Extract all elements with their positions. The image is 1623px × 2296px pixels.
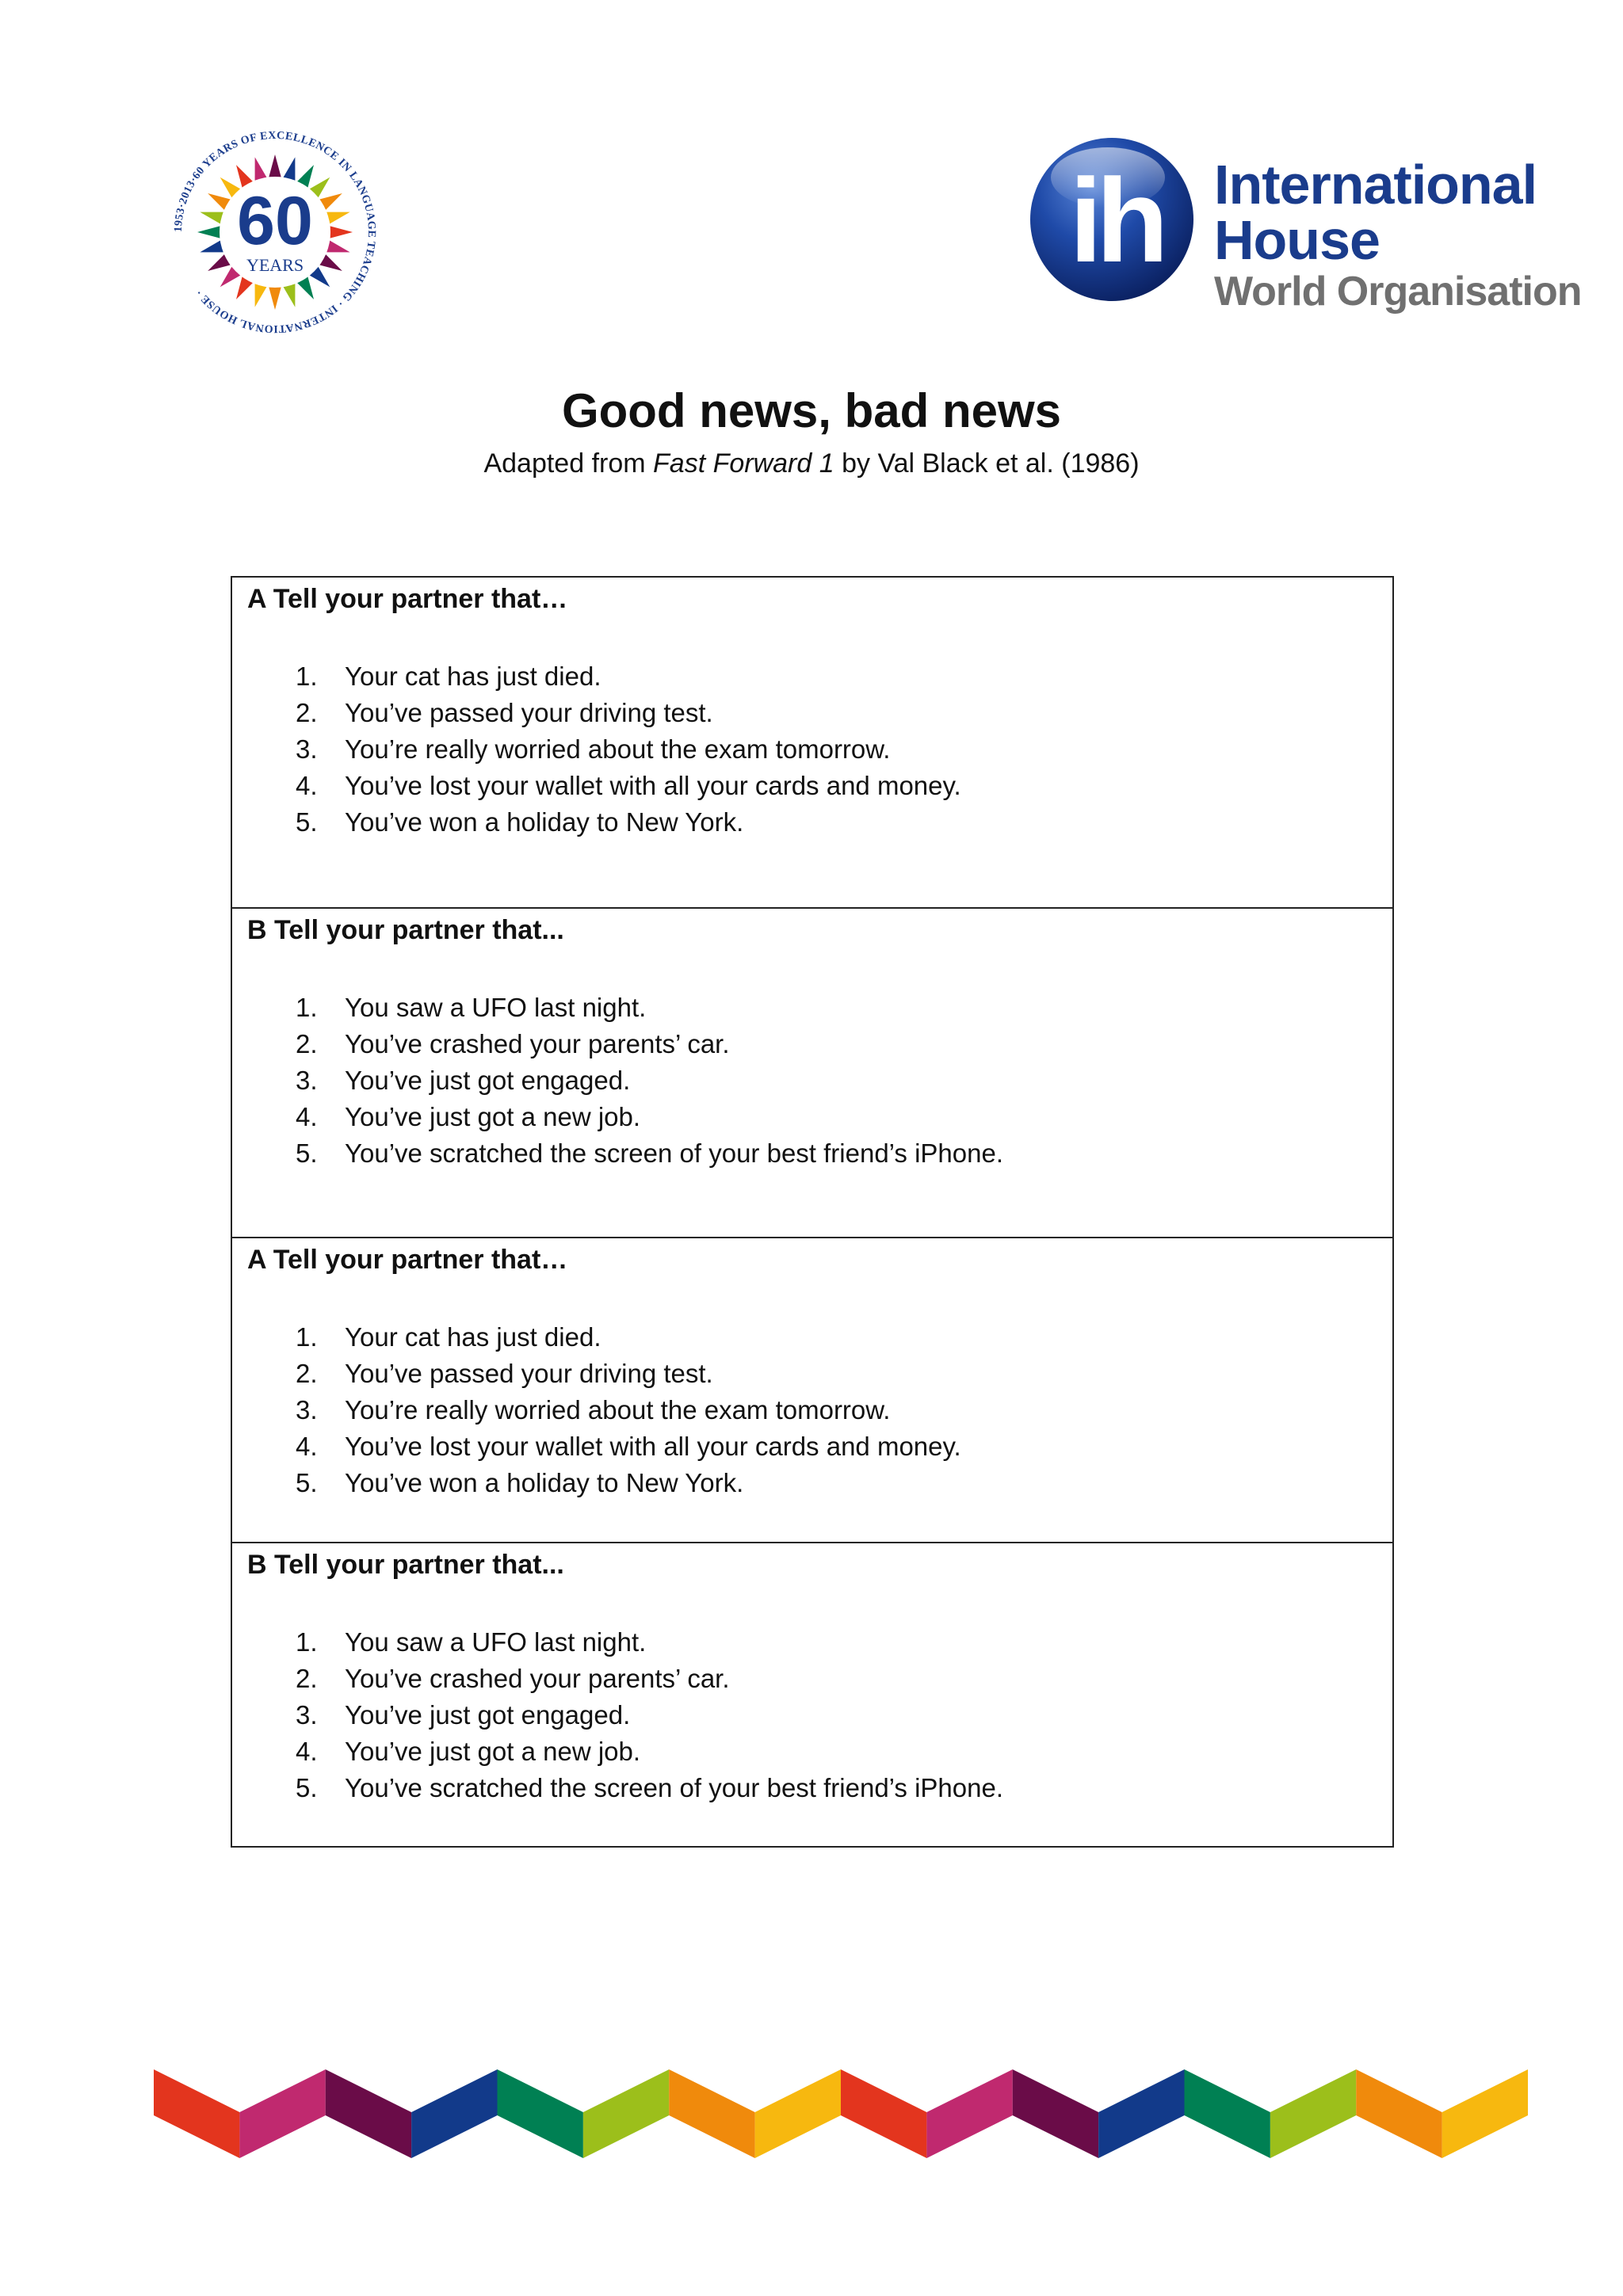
list-item [296, 1356, 961, 1392]
logo-petal [284, 284, 296, 307]
list-item [296, 1733, 1003, 1770]
zigzag-segment [1356, 2069, 1442, 2158]
card-heading: B Tell your partner that... [247, 1550, 564, 1580]
item-text: You’ve passed your driving test. [345, 1359, 713, 1388]
item-text: You’ve crashed your parents’ car. [345, 1664, 730, 1693]
item-text: You saw a UFO last night. [345, 993, 647, 1022]
years-word: YEARS [246, 255, 304, 275]
list-item [296, 1428, 961, 1465]
card-list [296, 658, 961, 841]
ih-name-line2: House [1214, 209, 1380, 271]
subtitle-book-title: Fast Forward 1 [653, 448, 834, 479]
logo-petal [330, 226, 353, 238]
footer-zigzag-decoration [154, 2069, 1528, 2164]
zigzag-segment [1442, 2069, 1528, 2158]
item-number: 3. [296, 734, 318, 764]
item-number: 1. [296, 993, 318, 1022]
card-heading: B Tell your partner that... [247, 915, 564, 945]
zigzag-segment [926, 2069, 1012, 2158]
item-number: 5. [296, 1138, 318, 1168]
item-text: Your cat has just died. [345, 1322, 601, 1352]
item-number: 4. [296, 1102, 318, 1131]
logo-petal [200, 241, 223, 253]
item-number: 2. [296, 698, 318, 727]
card-list [296, 990, 1003, 1172]
card-b-2 [231, 1543, 1394, 1848]
card-list [296, 1319, 961, 1501]
zigzag-segment [239, 2069, 325, 2158]
ih-name-line1: International [1214, 154, 1537, 215]
ih-globe-icon [1029, 136, 1195, 303]
item-number: 5. [296, 1773, 318, 1802]
zigzag-segment [1270, 2069, 1356, 2158]
list-item [296, 1392, 961, 1428]
list-item [296, 1062, 1003, 1099]
logo-petal [327, 212, 349, 224]
item-text: You’ve won a holiday to New York. [345, 807, 744, 837]
zigzag-segment [326, 2069, 411, 2158]
logo-petal [284, 157, 296, 180]
item-text: You’ve just got engaged. [345, 1700, 631, 1730]
card-b-1 [231, 909, 1394, 1238]
item-number: 4. [296, 1432, 318, 1461]
list-item [296, 1026, 1003, 1062]
subtitle-prefix: Adapted from [483, 448, 654, 479]
page-subtitle [0, 448, 1623, 479]
item-text: You’re really worried about the exam tomorrow. [345, 1395, 891, 1425]
zigzag-segment [498, 2069, 583, 2158]
zigzag-segment [1013, 2069, 1098, 2158]
zigzag-segment [841, 2069, 926, 2158]
ring-text: 1953·2013·60 YEARS OF EXCELLENCE IN LANGUAGE TEACHING · INTERNATIONAL HOUSE · [172, 129, 378, 335]
zigzag-segment [411, 2069, 497, 2158]
international-house-logo [1029, 136, 1583, 315]
list-item [296, 990, 1003, 1026]
item-number: 5. [296, 1468, 318, 1497]
subtitle-suffix: by Val Black et al. (1986) [834, 448, 1140, 479]
zigzag-segment [755, 2069, 841, 2158]
card-heading: A Tell your partner that… [247, 1245, 568, 1275]
cards-table [231, 576, 1394, 1848]
card-a-2 [231, 1238, 1394, 1543]
list-item [296, 768, 961, 804]
item-text: Your cat has just died. [345, 662, 601, 691]
list-item [296, 731, 961, 768]
list-item [296, 1661, 1003, 1697]
zigzag-segment [1185, 2069, 1270, 2158]
item-number: 1. [296, 662, 318, 691]
list-item [296, 695, 961, 731]
item-text: You’re really worried about the exam tomorrow. [345, 734, 891, 764]
item-number: 3. [296, 1395, 318, 1425]
item-text: You’ve just got engaged. [345, 1066, 631, 1095]
card-heading: A Tell your partner that… [247, 584, 568, 614]
item-text: You’ve scratched the screen of your best friend’s iPhone. [345, 1773, 1004, 1802]
card-list [296, 1624, 1003, 1806]
item-number: 1. [296, 1322, 318, 1352]
sixty-number: 60 [237, 183, 313, 259]
zigzag-segment [583, 2069, 669, 2158]
item-number: 5. [296, 807, 318, 837]
list-item [296, 1697, 1003, 1733]
item-number: 4. [296, 771, 318, 800]
logo-petal [200, 212, 223, 224]
item-text: You’ve crashed your parents’ car. [345, 1029, 730, 1058]
item-text: You’ve lost your wallet with all your cards and money. [345, 771, 961, 800]
item-number: 1. [296, 1627, 318, 1657]
list-item [296, 1099, 1003, 1135]
zigzag-segment [154, 2069, 239, 2158]
logo-petal [327, 241, 349, 253]
logo-petal [255, 284, 267, 307]
list-item [296, 1465, 961, 1501]
zigzag-segment [1098, 2069, 1184, 2158]
list-item [296, 804, 961, 841]
item-number: 2. [296, 1664, 318, 1693]
item-number: 2. [296, 1029, 318, 1058]
item-text: You’ve lost your wallet with all your cards and money. [345, 1432, 961, 1461]
list-item [296, 658, 961, 695]
svg-text:ih: ih [1069, 154, 1163, 287]
zigzag-segment [669, 2069, 754, 2158]
item-text: You’ve won a holiday to New York. [345, 1468, 744, 1497]
item-text: You saw a UFO last night. [345, 1627, 647, 1657]
item-text: You’ve just got a new job. [345, 1102, 641, 1131]
item-number: 2. [296, 1359, 318, 1388]
logo-petal [269, 288, 281, 310]
item-number: 3. [296, 1066, 318, 1095]
page-title: Good news, bad news [561, 384, 1062, 437]
logo-petal [197, 226, 220, 238]
item-number: 4. [296, 1737, 318, 1766]
item-number: 3. [296, 1700, 318, 1730]
item-text: You’ve passed your driving test. [345, 698, 713, 727]
item-text: You’ve just got a new job. [345, 1737, 641, 1766]
sixty-years-emblem [168, 125, 382, 339]
logo-petal [255, 157, 267, 180]
item-text: You’ve scratched the screen of your best friend’s iPhone. [345, 1138, 1004, 1168]
logo-petal [269, 154, 281, 177]
list-item [296, 1135, 1003, 1172]
ih-name-line3: World Organisation [1214, 269, 1582, 315]
list-item [296, 1770, 1003, 1806]
card-a-1 [231, 578, 1394, 909]
list-item [296, 1624, 1003, 1661]
list-item [296, 1319, 961, 1356]
sixty-years-logo [168, 125, 382, 339]
